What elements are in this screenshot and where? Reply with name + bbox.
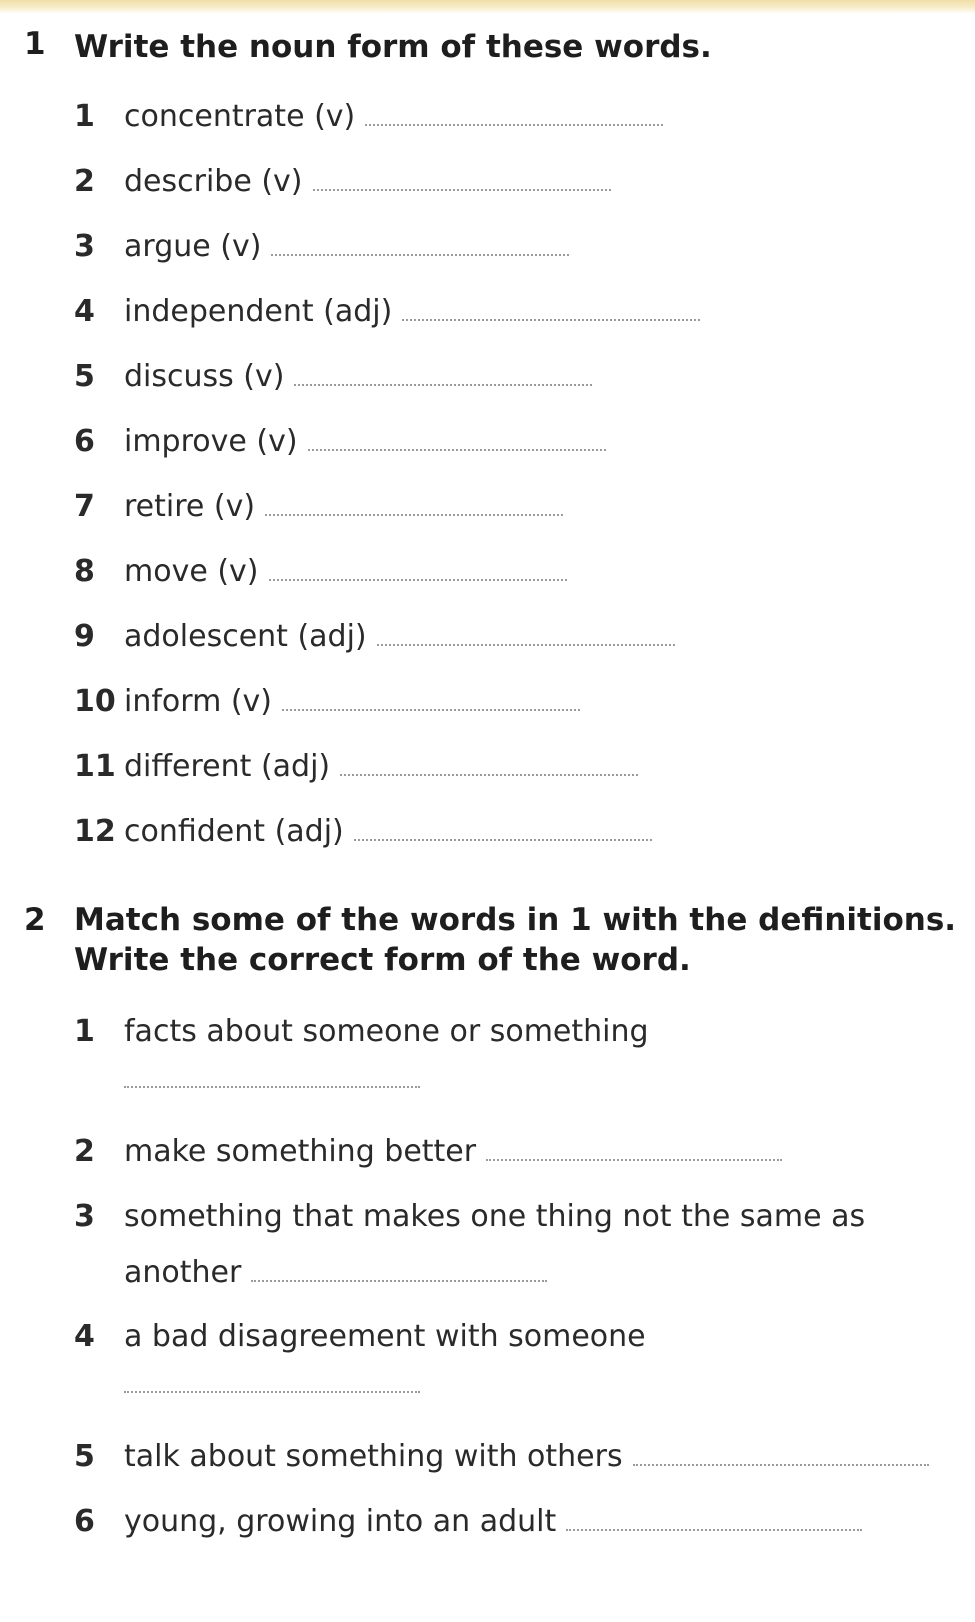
answer-blank[interactable] bbox=[365, 122, 663, 126]
item-number: 10 bbox=[74, 684, 116, 719]
item-number: 6 bbox=[74, 424, 95, 459]
answer-blank[interactable] bbox=[271, 252, 569, 256]
answer-blank[interactable] bbox=[294, 382, 592, 386]
answer-blank[interactable] bbox=[269, 577, 567, 581]
item-definition: a bad disagreement with someone bbox=[124, 1319, 646, 1354]
item-word: concentrate (v) bbox=[124, 99, 356, 134]
answer-blank[interactable] bbox=[340, 772, 638, 776]
item-word: discuss (v) bbox=[124, 359, 285, 394]
header-decorative-bar bbox=[0, 0, 975, 14]
exercise-2-instruction: Match some of the words in 1 with the definitions. Write the correct form of the word. bbox=[74, 902, 957, 978]
item-word: confident (adj) bbox=[124, 814, 344, 849]
item-word: describe (v) bbox=[124, 164, 303, 199]
answer-blank[interactable] bbox=[308, 447, 606, 451]
item-number: 6 bbox=[74, 1504, 95, 1539]
exercise-2-number: 2 bbox=[24, 902, 46, 938]
exercise-1-instruction: Write the noun form of these words. bbox=[74, 29, 712, 65]
item-number: 4 bbox=[74, 294, 95, 329]
item-number: 9 bbox=[74, 619, 95, 654]
item-number: 2 bbox=[74, 1134, 95, 1169]
item-number: 11 bbox=[74, 749, 116, 784]
item-word: retire (v) bbox=[124, 489, 256, 524]
item-number: 7 bbox=[74, 489, 95, 524]
item-number: 12 bbox=[74, 814, 116, 849]
item-word: improve (v) bbox=[124, 424, 298, 459]
item-definition: talk about something with others bbox=[124, 1439, 623, 1474]
answer-blank[interactable] bbox=[265, 512, 563, 516]
item-number: 4 bbox=[74, 1319, 95, 1354]
item-number: 3 bbox=[74, 229, 95, 264]
answer-blank[interactable] bbox=[566, 1527, 862, 1531]
answer-blank[interactable] bbox=[124, 1084, 420, 1088]
item-word: adolescent (adj) bbox=[124, 619, 367, 654]
item-definition: something that makes one thing not the same as another bbox=[124, 1199, 866, 1290]
item-word: independent (adj) bbox=[124, 294, 393, 329]
answer-blank[interactable] bbox=[124, 1389, 420, 1393]
item-word: move (v) bbox=[124, 554, 259, 589]
answer-blank[interactable] bbox=[486, 1157, 782, 1161]
answer-blank[interactable] bbox=[633, 1462, 929, 1466]
item-number: 2 bbox=[74, 164, 95, 199]
answer-blank[interactable] bbox=[377, 642, 675, 646]
answer-blank[interactable] bbox=[313, 187, 611, 191]
item-word: inform (v) bbox=[124, 684, 272, 719]
exercise-1-number: 1 bbox=[24, 26, 46, 62]
item-definition: young, growing into an adult bbox=[124, 1504, 557, 1539]
item-definition: facts about someone or something bbox=[124, 1014, 649, 1049]
item-number: 8 bbox=[74, 554, 95, 589]
answer-blank[interactable] bbox=[282, 707, 580, 711]
item-number: 5 bbox=[74, 1439, 95, 1474]
answer-blank[interactable] bbox=[251, 1278, 547, 1282]
item-definition: make something better bbox=[124, 1134, 477, 1169]
answer-blank[interactable] bbox=[402, 317, 700, 321]
item-word: argue (v) bbox=[124, 229, 262, 264]
item-number: 1 bbox=[74, 99, 95, 134]
item-number: 1 bbox=[74, 1014, 95, 1049]
item-word: different (adj) bbox=[124, 749, 331, 784]
item-number: 5 bbox=[74, 359, 95, 394]
item-number: 3 bbox=[74, 1199, 95, 1234]
answer-blank[interactable] bbox=[354, 837, 652, 841]
